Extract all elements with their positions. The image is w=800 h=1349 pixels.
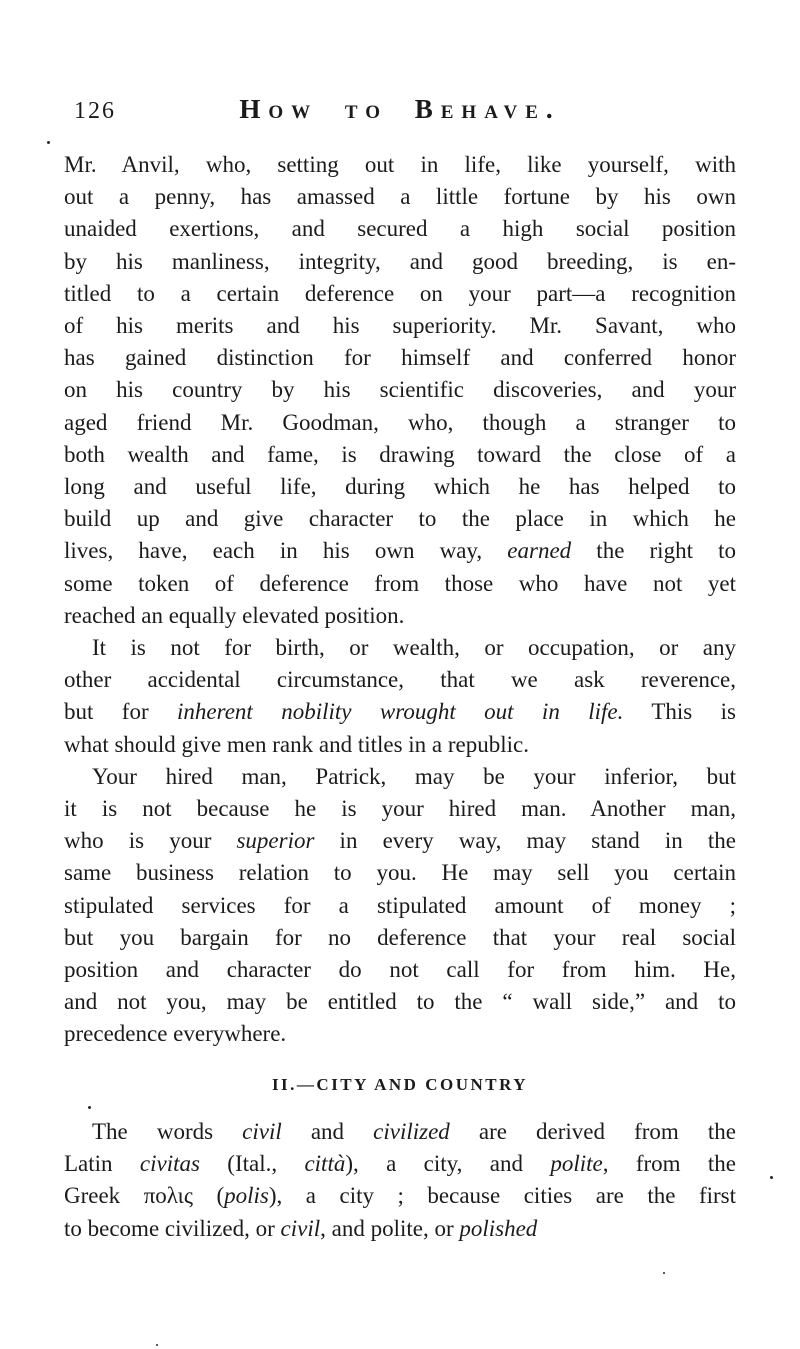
scan-speck [663,1272,665,1274]
text-line: has gained distinction for himself and conferred honor [64,345,736,371]
paragraph [64,149,736,632]
text-line: aged friend Mr. Goodman, who, though a stranger to [64,409,736,435]
text-line: both wealth and fame, is drawing toward the close of a [64,441,736,467]
text-line: but for inherent nobility wrought out in life. This is [64,699,736,725]
text-line: of his merits and his superiority. Mr. Savant, who [64,313,736,339]
text-line: lives, have, each in his own way, earned the right to [64,538,736,564]
page-body [64,149,736,1245]
page-number: 126 [74,98,116,124]
text-line: long and useful life, during which he has helped to [64,474,736,500]
text-line: Greek πολις (polis), a city ; because cities are the first [64,1183,737,1209]
running-title: How to Behave. [239,94,561,124]
text-line: same business relation to you. He may sell you certain [64,860,736,886]
text-line: some token of deference from those who have not yet [64,570,736,596]
text-line: It is not for birth, or wealth, or occupation, or any [92,635,736,661]
paragraph [64,761,736,1051]
text-line: position and character do not call for from him. He, [64,957,736,983]
text-line: Latin civitas (Ital., città), a city, and polite, from the [64,1151,736,1177]
paragraph [64,632,736,761]
text-line: Your hired man, Patrick, may be your inferior, but [92,763,736,789]
text-line: by his manliness, integrity, and good breeding, is en- [64,248,736,274]
text-line: what should give men rank and titles in a republic. [64,731,529,757]
text-line: to become civilized, or civil, and polite, or polished [64,1215,538,1241]
scan-speck [770,1176,773,1179]
page-header [64,94,736,130]
text-line: out a penny, has amassed a little fortune by his own [64,184,736,210]
text-line: and not you, may be entitled to the “ wall side,” and to [64,989,736,1015]
section-heading: II.—CITY AND COUNTRY [271,1074,529,1094]
text-line: stipulated services for a stipulated amount of money ; [64,892,736,918]
text-line: precedence everywhere. [64,1021,287,1047]
text-line: who is your superior in every way, may stand in the [64,828,736,854]
text-line: The words civil and civilized are derived from the [92,1118,736,1144]
text-line: titled to a certain deference on your part—a recognition [64,280,736,306]
text-line: other accidental circumstance, that we ask reverence, [64,667,736,693]
scan-speck [88,1106,91,1109]
text-line: unaided exertions, and secured a high social position [64,216,736,242]
text-line: build up and give character to the place in which he [64,506,736,532]
text-line: on his country by his scientific discoveries, and your [64,377,736,403]
paragraph [64,1116,736,1245]
scan-speck [156,1344,158,1346]
text-line: it is not because he is your hired man. Another man, [64,796,736,822]
text-line: but you bargain for no deference that your real social [64,924,736,950]
scan-speck [47,141,50,144]
text-line: reached an equally elevated position. [64,602,405,628]
text-line: Mr. Anvil, who, setting out in life, like yourself, with [64,152,736,177]
